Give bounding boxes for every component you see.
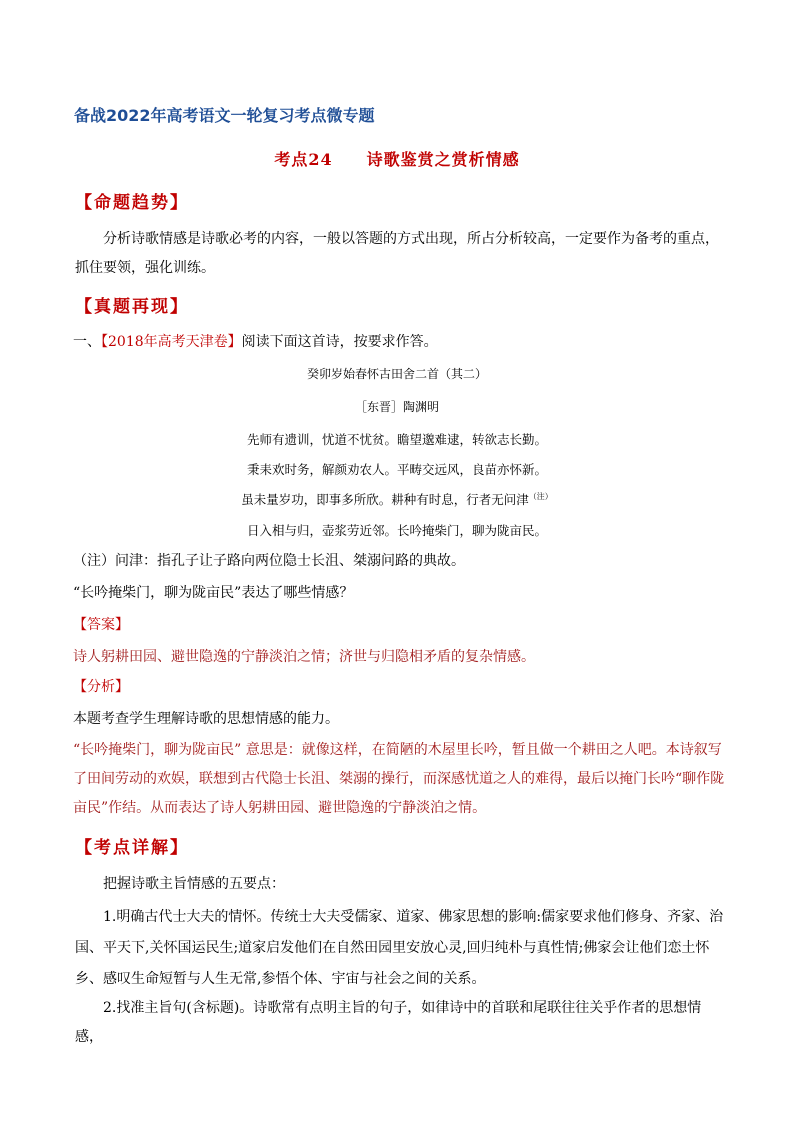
poem-footnote: （注）问津：指孔子让子路向两位隐士长沮、桀溺问路的典故。 <box>73 553 465 569</box>
topic-subtitle <box>0 147 794 170</box>
detail-point-2: 2.找准主旨句(含标题)。诗歌常有点明主旨的句子，如律诗中的首联和尾联往往关乎作者的思想情感， <box>75 1000 702 1045</box>
poem-line: 先师有遗训，忧道不忧贫。瞻望邈难逮，转欲志长勤。 <box>246 432 547 447</box>
analysis-label: 【分析】 <box>73 679 129 695</box>
question-intro <box>73 331 438 351</box>
analysis-text: “长吟掩柴门，聊为陇亩民” 意思是：就像这样，在简陋的木屋里长吟，暂且做一个耕田之人吧。本诗叙写了田间劳动的欢娱，联想到古代隐士长沮、桀溺的操行，而深感忧道之人的难得，最后以掩门长吟“聊作陇亩民”作结。从而表达了诗人躬耕田园、避世隐逸的宁静淡泊之情。 <box>73 742 725 816</box>
topic-code: 考点24 <box>274 150 333 169</box>
poem-note-mark: （注） <box>528 491 553 501</box>
question-instruction: 阅读下面这首诗，按要求作答。 <box>241 334 438 350</box>
section-heading-trend: 【命题趋势】 <box>75 193 189 213</box>
question-prefix: 一、 <box>73 334 101 350</box>
poem-line <box>0 490 794 508</box>
poem-line-text: 虽未量岁功，即事多所欣。耕种有时息，行者无问津 <box>241 492 529 507</box>
question-source: 【2018年高考天津卷】 <box>101 334 242 350</box>
section-heading-detail: 【考点详解】 <box>75 838 189 858</box>
section-heading-real: 【真题再现】 <box>75 297 189 317</box>
poem-line: 日入相与归，壶浆劳近邻。长吟掩柴门，聊为陇亩民。 <box>246 523 547 538</box>
analysis-intro: 本题考查学生理解诗歌的思想情感的能力。 <box>73 711 339 727</box>
answer-label: 【答案】 <box>73 617 129 633</box>
detail-point-1: 1.明确古代士大夫的情怀。传统士大夫受儒家、道家、佛家思想的影响:儒家要求他们修身、齐家、治国、平天下,关怀国运民生;道家启发他们在自然田园里安放心灵,回归纯朴与真性情;佛家会让他们恋土怀乡、感叹生命短暂与人生无常,参悟个体、宇宙与社会之间的关系。 <box>75 909 724 987</box>
poem-title: 癸卯岁始春怀古田舍二首（其二） <box>306 367 487 381</box>
topic-name: 诗歌鉴赏之赏析情感 <box>366 150 520 169</box>
poem-line: 秉耒欢时务，解颜劝农人。平畴交远风，良苗亦怀新。 <box>246 462 547 477</box>
detail-intro: 把握诗歌主旨情感的五要点： <box>103 876 285 892</box>
document-title: 备战2022年高考语文一轮复习考点微专题 <box>74 106 375 125</box>
trend-paragraph: 分析诗歌情感是诗歌必考的内容，一般以答题的方式出现，所占分析较高，一定要作为备考的重点，抓住要领，强化训练。 <box>75 231 719 276</box>
answer-text: 诗人躬耕田园、避世隐逸的宁静淡泊之情；济世与归隐相矛盾的复杂情感。 <box>73 649 535 665</box>
question-prompt: “长吟掩柴门，聊为陇亩民”表达了哪些情感？ <box>73 585 354 601</box>
poem-author: ［东晋］陶渊明 <box>354 400 439 414</box>
